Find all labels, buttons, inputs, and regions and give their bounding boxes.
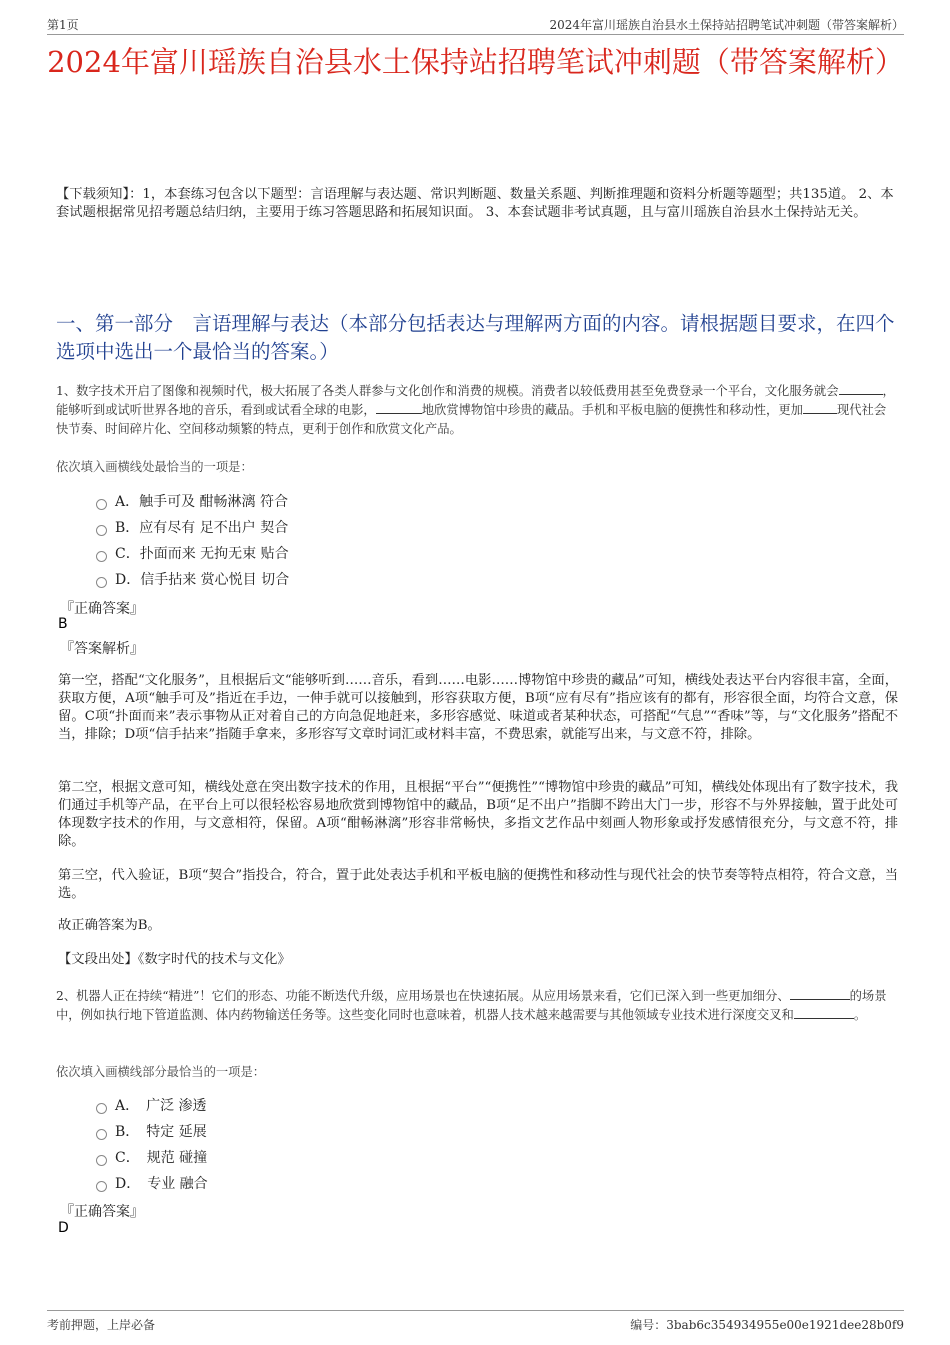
question-1-text: 1、数字技术开启了图像和视频时代，极大拓展了各类人群参与文化创作和消费的规模。消费者以较低费用甚至免费登录一个平台，文化服务就会 ，能够听到或试听世界各地的音乐，看到或试看全球的电影， 地欣赏博物馆中珍贵的藏品。手机和平板电脑的便携性和移动性，更加 现代社会快节奏、时间碎片化、空间移动频繁的特点，更利于创作和欣赏文化产品。	[56, 384, 895, 436]
question-1-prompt: 依次填入画横线处最恰当的一项是：	[56, 460, 253, 474]
radio-icon[interactable]	[96, 525, 107, 536]
radio-icon[interactable]	[96, 1181, 107, 1192]
radio-icon[interactable]	[96, 551, 107, 562]
question-2-options	[96, 1092, 208, 1196]
analysis-label: 『答案解析』	[60, 641, 144, 657]
question-2-prompt: 依次填入画横线部分最恰当的一项是：	[56, 1065, 266, 1079]
analysis-paragraph-1: 第一空，搭配“文化服务”，且根据后文“能够听到……音乐，看到……电影……博物馆中珍贵的藏品”可知，横线处表达平台内容很丰富，全面，获取方便，A项“触手可及”指近在手边，一伸手就可以接触到，形容获取方便，B项“应有尽有”指应该有的都有，形容很全面，均符合文意，保留。C项“扑面而来”表示事物从正对着自己的方向急促地赶来，多形容感觉、味道或者某种状态，可搭配“气息”“香味”等，与“文化服务”搭配不当，排除；D项“信手拈来”指随手拿来，多形容写文章时词汇或材料丰富，不费思索，就能写出来，与文意不符，排除。	[58, 673, 898, 742]
option-d[interactable]: D． 专业 融合	[96, 1170, 208, 1196]
option-c[interactable]: C．扑面而来 无拘无束 贴合	[96, 540, 289, 566]
radio-icon[interactable]	[96, 1103, 107, 1114]
analysis-paragraph-2: 第二空，根据文意可知，横线处意在突出数字技术的作用，且根据“平台”“便携性”“博物馆中珍贵的藏品”可知，横线处体现出有了数字技术，我们通过手机等产品，在平台上可以很轻松容易地欣赏到博物馆中的藏品，B项“足不出户”指脚不跨出大门一步，形容不与外界接触，置于此处可体现数字技术的作用，与文意相符，保留。A项“酣畅淋漓”形容非常畅快，多指文艺作品中刻画人物形象或抒发感情很充分，与文意不符，排除。	[58, 780, 898, 849]
question-1-options	[96, 488, 289, 592]
source-note: 【文段出处】《数字时代的技术与文化》	[58, 952, 291, 967]
answer-value: D	[58, 1220, 69, 1236]
blank-1	[839, 382, 883, 395]
answer-value: B	[58, 616, 68, 632]
page-header	[47, 14, 904, 35]
question-2-text: 2、机器人正在持续“精进”！它们的形态、功能不断迭代升级，应用场景也在快速拓展。从应用场景来看，它们已深入到一些更加细分、 的场景中，例如执行地下管道监测、体内药物输送任务等。这些变化同时也意味着，机器人技术越来越需要与其他领域专业技术进行深度交叉和 。	[56, 989, 887, 1022]
analysis-conclusion: 故正确答案为B。	[58, 918, 161, 933]
blank-1	[790, 987, 850, 1000]
analysis-paragraph-3: 第三空，代入验证，B项“契合”指投合，符合，置于此处表达手机和平板电脑的便携性和移动性与现代社会的快节奏等特点相符，符合文意，当选。	[58, 868, 898, 901]
option-a[interactable]: A．触手可及 酣畅淋漓 符合	[96, 488, 289, 514]
document-id: 编号：3bab6c354934955e00e1921dee28b0f9	[630, 1318, 904, 1332]
option-b[interactable]: B．应有尽有 足不出户 契合	[96, 514, 289, 540]
header-doc-title: 2024年富川瑶族自治县水土保持站招聘笔试冲刺题（带答案解析）	[549, 18, 904, 32]
blank-2	[794, 1006, 854, 1019]
page-footer	[47, 1310, 904, 1332]
radio-icon[interactable]	[96, 577, 107, 588]
download-notice: 【下载须知】：1，本套练习包含以下题型：言语理解与表达题、常识判断题、数量关系题、判断推理题和资料分析题等题型；共135道。 2、本套试题根据常见招考题总结归纳，主要用于练习答题思路和拓展知识面。 3、本套试题非考试真题，且与富川瑶族自治县水土保持站无关。	[56, 187, 894, 220]
footer-slogan: 考前押题，上岸必备	[47, 1318, 156, 1332]
radio-icon[interactable]	[96, 1129, 107, 1140]
document-title: 2024年富川瑶族自治县水土保持站招聘笔试冲刺题（带答案解析）	[47, 45, 904, 79]
section-title: 一、第一部分 言语理解与表达（本部分包括表达与理解两方面的内容。请根据题目要求，在四个选项中选出一个最恰当的答案。）	[56, 312, 895, 363]
blank-2	[376, 401, 422, 414]
radio-icon[interactable]	[96, 499, 107, 510]
answer-label: 『正确答案』	[60, 1204, 144, 1220]
option-b[interactable]: B． 特定 延展	[96, 1118, 208, 1144]
radio-icon[interactable]	[96, 1155, 107, 1166]
option-a[interactable]: A． 广泛 渗透	[96, 1092, 208, 1118]
option-d[interactable]: D．信手拈来 赏心悦目 切合	[96, 566, 289, 592]
answer-label: 『正确答案』	[60, 601, 144, 617]
page-number: 第1页	[47, 18, 79, 32]
option-c[interactable]: C． 规范 碰撞	[96, 1144, 208, 1170]
blank-3	[803, 401, 837, 414]
